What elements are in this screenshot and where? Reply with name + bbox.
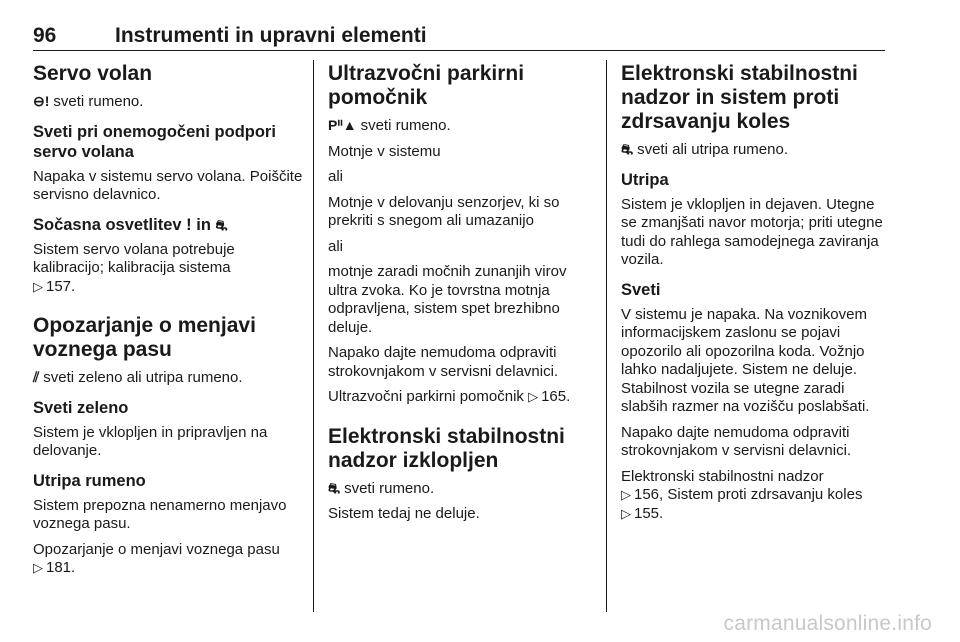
- paragraph-ne-deluje: Sistem tedaj ne deluje.: [328, 505, 480, 522]
- paragraph-prepozna: Sistem prepozna nenamerno menjavo voznega pasu.: [33, 496, 287, 532]
- paragraph-kalibracija: Sistem servo volana potrebuje kalibracijo; kalibracija sistema ▷ 157.: [33, 240, 235, 295]
- paragraph-ultra-ref: Ultrazvočni parkirni pomočnik ▷ 165.: [328, 388, 571, 405]
- paragraph-ali: ali: [328, 168, 344, 185]
- heading-esc-izklopljen: Elektronski stabilnostni nadzor izklopljen: [328, 424, 565, 472]
- parking-assist-icon: Pᐦ▲: [328, 117, 357, 133]
- paragraph-napako: Napako dajte nemudoma odpraviti strokovnjakom v servisni delavnici.: [621, 423, 852, 459]
- ref-165[interactable]: 165.: [541, 388, 571, 405]
- steering-warning-icon: ⊖!: [33, 93, 50, 109]
- paragraph-esc-ref: Elektronski stabilnostni nadzor ▷ 156, Sistem proti zdrsavanju koles ▷ 155.: [621, 467, 863, 522]
- paragraph-motnje: Motnje v sistemu: [328, 142, 441, 160]
- paragraph-senzorjev: Motnje v delovanju senzorjev, ki so prekriti s snegom ali umazanijo: [328, 193, 560, 229]
- column-divider: [313, 60, 314, 612]
- park-status-line: Pᐦ▲ sveti rumeno.: [328, 117, 451, 134]
- paragraph-utripa: Sistem je vklopljen in dejaven. Utegne se zmanjšati navor motorja; priti utegne tudi do rahlega samodejnega zaviranja vozila.: [621, 195, 883, 268]
- column-3: [621, 62, 889, 530]
- ref-155[interactable]: 155.: [634, 504, 664, 522]
- heading-utripa-rumeno: Utripa rumeno: [33, 471, 146, 490]
- heading-opozarjanje: Opozarjanje o menjavi voznega pasu: [33, 314, 256, 361]
- lane-departure-icon: ⫽: [33, 369, 40, 385]
- paragraph-zunanjih: motnje zaradi močnih zunanjih virov ultra zvoka. Ko je tovrstna motnja odpravljena, sistem spet brezhibno deluje.: [328, 263, 567, 336]
- ref-arrow-icon: ▷: [621, 487, 631, 502]
- esc-status-line: ⛐ sveti ali utripa rumeno.: [621, 141, 788, 158]
- page-number: 96: [33, 24, 57, 47]
- heading-ultrazvocni: Ultrazvočni parkirni pomočnik: [328, 62, 525, 109]
- paragraph-napaka: Napaka v sistemu servo volana. Poiščite servisno delavnico.: [33, 167, 303, 203]
- ref-181[interactable]: 181.: [46, 559, 76, 576]
- ref-arrow-icon: ▷: [528, 389, 539, 404]
- lane-status-line: ⫽ sveti zeleno ali utripa rumeno.: [33, 369, 243, 386]
- ref-arrow-icon: ▷: [33, 278, 43, 294]
- watermark: carmanualsonline.info: [723, 612, 932, 635]
- paragraph-opozarjanje-ref: Opozarjanje o menjavi voznega pasu ▷ 181.: [33, 540, 280, 576]
- heading-sveti-zeleno: Sveti zeleno: [33, 398, 129, 417]
- heading-utripa: Utripa: [621, 170, 669, 189]
- esc-skid-icon: ⛐: [621, 141, 634, 157]
- ref-arrow-icon: ▷: [621, 505, 631, 521]
- paragraph-napako: Napako dajte nemudoma odpraviti strokovnjakom v servisni delavnici.: [328, 344, 559, 380]
- column-1: [33, 62, 305, 585]
- esc-off-status-line: ⛐ sveti rumeno.: [328, 479, 435, 497]
- paragraph-ali: ali: [328, 237, 344, 255]
- heading-sveti: Sveti: [621, 280, 661, 299]
- paragraph-pripravljen: Sistem je vklopljen in pripravljen na delovanje.: [33, 423, 268, 459]
- column-divider: [606, 60, 607, 612]
- servo-status-line: ⊖! sveti rumeno.: [33, 93, 144, 110]
- page-title: Instrumenti in upravni elementi: [115, 24, 427, 47]
- ref-arrow-icon: ▷: [33, 560, 43, 575]
- column-2: [328, 62, 598, 531]
- heading-esc: Elektronski stabilnostni nadzor in sistem proti zdrsavanju koles: [621, 62, 858, 133]
- heading-socasna: Sočasna osvetlitev ! in ⛐: [33, 215, 228, 234]
- ref-157[interactable]: 157.: [46, 277, 76, 295]
- paragraph-sveti: V sistemu je napaka. Na voznikovem informacijskem zaslonu se pojavi opozorilo ali opozorilna koda. Vožnjo lahko nadaljujete. Sistem ne deluje. Stabilnost vozila se utegne zaradi slabših razmer na vozišču poslabšati.: [621, 305, 870, 415]
- esc-off-icon: ⛐: [328, 479, 341, 496]
- page-header: [33, 22, 885, 51]
- ref-156[interactable]: 156, Sistem proti zdrsavanju koles: [634, 486, 863, 503]
- heading-sveti-pri: Sveti pri onemogočeni podpori servo volana: [33, 122, 276, 161]
- esc-skid-icon: ⛐: [215, 216, 228, 233]
- heading-servo-volan: Servo volan: [33, 62, 153, 85]
